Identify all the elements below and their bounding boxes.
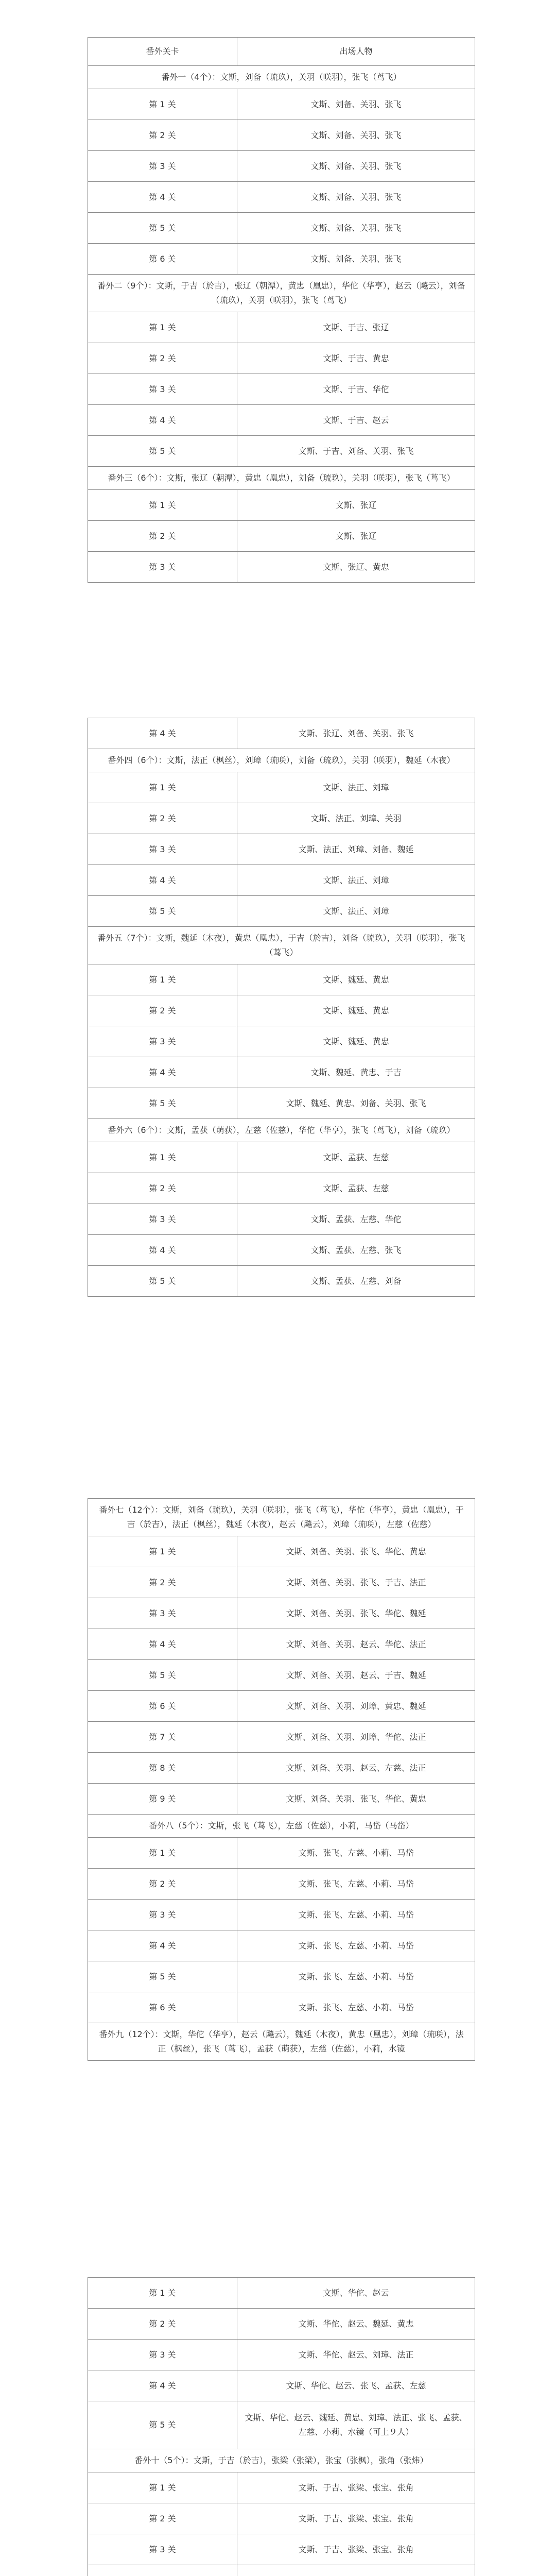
stage-cell: 第 5 关 — [88, 1961, 237, 1992]
table-row — [88, 772, 475, 803]
stage-cell: 第 4 关 — [88, 405, 237, 436]
characters-cell: 文斯、于吉、刘备、关羽、张飞 — [237, 436, 475, 467]
stage-cell: 第 1 关 — [88, 2472, 237, 2503]
characters-cell: 文斯、孟获、左慈、刘备 — [237, 1266, 475, 1297]
characters-cell: 文斯、刘备、关羽、赵云、左慈、法正 — [237, 1753, 475, 1784]
characters-cell: 文斯、华佗、赵云 — [237, 2278, 475, 2309]
table-header-row — [88, 38, 475, 66]
characters-cell: 文斯、刘备、关羽、张飞、于吉、法正 — [237, 1567, 475, 1598]
group-row — [88, 2449, 475, 2472]
table-row — [88, 1629, 475, 1660]
table-row — [88, 1142, 475, 1173]
table-row — [88, 995, 475, 1026]
characters-cell: 文斯、张辽 — [237, 521, 475, 552]
stage-table-1 — [88, 37, 475, 583]
table-row — [88, 2340, 475, 2370]
characters-cell: 文斯、刘备、关羽、张飞、华佗、黄忠 — [237, 1536, 475, 1567]
table-row — [88, 1869, 475, 1900]
characters-cell: 文斯、于吉、张梁、张宝、张角 — [237, 2503, 475, 2534]
table-row — [88, 1235, 475, 1266]
group-description: 番外九（12个）：文斯，华佗（华亨），赵云（飚云），魏延（木夜），黄忠（凰忠），刘璋（琉咲），法正（枫丝），张飞（茑飞），孟获（萌获），左慈（佐慈），小莉，水镜 — [88, 2023, 475, 2061]
stage-cell: 第 1 关 — [88, 2278, 237, 2309]
stage-cell: 第 8 关 — [88, 1753, 237, 1784]
table-row — [88, 1204, 475, 1235]
stage-cell — [88, 2565, 237, 2576]
group-description: 番外八（5个）：文斯，张飞（茑飞），左慈（佐慈），小莉，马岱（马岱） — [88, 1815, 475, 1838]
characters-cell: 文斯、张辽、刘备、关羽、张飞 — [237, 718, 475, 749]
group-description: 番外四（6个）：文斯，法正（枫丝），刘璋（琉咲），刘备（琉玖），关羽（咲羽），魏延（木夜） — [88, 749, 475, 772]
characters-cell: 文斯、魏延、黄忠、刘备、关羽、张飞 — [237, 1088, 475, 1119]
characters-cell: 文斯、张辽 — [237, 490, 475, 521]
table-row — [88, 1961, 475, 1992]
group-row — [88, 275, 475, 312]
characters-cell: 文斯、孟获、左慈、华佗 — [237, 1204, 475, 1235]
stage-cell: 第 3 关 — [88, 1900, 237, 1930]
group-row — [88, 1119, 475, 1142]
group-row — [88, 2023, 475, 2061]
table-row — [88, 1660, 475, 1691]
stage-cell: 第 1 关 — [88, 964, 237, 995]
header-stage: 番外关卡 — [88, 38, 237, 66]
table-row — [88, 1536, 475, 1567]
table-row — [88, 182, 475, 213]
characters-cell: 文斯、张飞、左慈、小莉、马岱 — [237, 1961, 475, 1992]
group-description: 番外五（7个）：文斯，魏延（木夜），黄忠（凰忠），于吉（於吉），刘备（琉玖），关羽（咲羽），张飞（茑飞） — [88, 927, 475, 964]
table-row — [88, 718, 475, 749]
stage-cell: 第 6 关 — [88, 244, 237, 275]
group-row — [88, 1499, 475, 1536]
table-row — [88, 1900, 475, 1930]
table-row — [88, 834, 475, 865]
characters-cell: 文斯、刘备、关羽、刘璋、华佗、法正 — [237, 1722, 475, 1753]
table-row — [88, 803, 475, 834]
table-body — [88, 718, 475, 1297]
table-row — [88, 1026, 475, 1057]
stage-cell: 第 2 关 — [88, 1869, 237, 1900]
table-row — [88, 1266, 475, 1297]
table-row — [88, 1838, 475, 1869]
stage-cell: 第 4 关 — [88, 1930, 237, 1961]
table-row — [88, 1753, 475, 1784]
table-row — [88, 1992, 475, 2023]
stage-cell: 第 2 关 — [88, 1567, 237, 1598]
stage-cell: 第 1 关 — [88, 1838, 237, 1869]
table-row — [88, 2472, 475, 2503]
table-body — [88, 2278, 475, 2576]
characters-cell: 文斯、魏延、黄忠 — [237, 1026, 475, 1057]
table-row — [88, 120, 475, 151]
table-row — [88, 89, 475, 120]
stage-table-3 — [88, 1498, 475, 2061]
stage-cell: 第 4 关 — [88, 1629, 237, 1660]
table-row — [88, 865, 475, 896]
characters-cell: 文斯、法正、刘璋、关羽 — [237, 803, 475, 834]
characters-cell: 文斯、华佗、赵云、魏延、黄忠 — [237, 2309, 475, 2340]
characters-cell: 文斯、华佗、赵云、刘璋、法正 — [237, 2340, 475, 2370]
stage-cell: 第 3 关 — [88, 1598, 237, 1629]
stage-cell: 第 2 关 — [88, 120, 237, 151]
group-row — [88, 66, 475, 89]
characters-cell: 文斯、孟获、左慈、张飞 — [237, 1235, 475, 1266]
characters-cell: 文斯、魏延、黄忠 — [237, 964, 475, 995]
stage-cell: 第 5 关 — [88, 436, 237, 467]
characters-cell: 文斯、张飞、左慈、小莉、马岱 — [237, 1900, 475, 1930]
characters-cell: 文斯、于吉、华佗 — [237, 374, 475, 405]
characters-cell — [237, 2565, 475, 2576]
group-description: 番外七（12个）：文斯，刘备（琉玖），关羽（咲羽），张飞（茑飞），华佗（华亨），黄忠（凰忠），于吉（於吉），法正（枫丝），魏延（木夜），赵云（飚云），刘璋（琉咲），左慈（佐慈） — [88, 1499, 475, 1536]
table-row — [88, 1598, 475, 1629]
stage-cell: 第 5 关 — [88, 1660, 237, 1691]
header-characters: 出场人物 — [237, 38, 475, 66]
characters-cell: 文斯、刘备、关羽、赵云、华佗、法正 — [237, 1629, 475, 1660]
table-row — [88, 436, 475, 467]
stage-cell: 第 4 关 — [88, 182, 237, 213]
characters-cell: 文斯、法正、刘璋 — [237, 865, 475, 896]
stage-cell: 第 5 关 — [88, 896, 237, 927]
table-body — [88, 1499, 475, 2061]
group-description: 番外三（6个）：文斯，张辽（朝潭），黄忠（凰忠），刘备（琉玖），关羽（咲羽），张飞（茑飞） — [88, 467, 475, 490]
stage-cell: 第 4 关 — [88, 1235, 237, 1266]
table-row — [88, 1722, 475, 1753]
characters-cell: 文斯、法正、刘璋 — [237, 896, 475, 927]
characters-cell: 文斯、刘备、关羽、张飞 — [237, 244, 475, 275]
characters-cell: 文斯、法正、刘璋 — [237, 772, 475, 803]
stage-cell: 第 3 关 — [88, 1204, 237, 1235]
stage-cell: 第 2 关 — [88, 2503, 237, 2534]
group-row — [88, 467, 475, 490]
group-description: 番外一（4个）：文斯，刘备（琉玖），关羽（咲羽），张飞（茑飞） — [88, 66, 475, 89]
stage-cell: 第 7 关 — [88, 1722, 237, 1753]
table-row — [88, 312, 475, 343]
table-row — [88, 374, 475, 405]
characters-cell: 文斯、于吉、赵云 — [237, 405, 475, 436]
table-body — [88, 38, 475, 583]
table-row — [88, 1691, 475, 1722]
table-row — [88, 2534, 475, 2565]
stage-cell: 第 2 关 — [88, 2309, 237, 2340]
table-row — [88, 151, 475, 182]
characters-cell: 文斯、魏延、黄忠、于吉 — [237, 1057, 475, 1088]
group-description: 番外十（5个）：文斯，于吉（於吉），张梁（张梁），张宝（张枫），张角（张炜） — [88, 2449, 475, 2472]
characters-cell: 文斯、于吉、张辽 — [237, 312, 475, 343]
stage-cell: 第 6 关 — [88, 1691, 237, 1722]
characters-cell: 文斯、孟获、左慈 — [237, 1142, 475, 1173]
table-row — [88, 1088, 475, 1119]
table-row — [88, 1930, 475, 1961]
stage-cell: 第 2 关 — [88, 995, 237, 1026]
stage-cell: 第 4 关 — [88, 1057, 237, 1088]
stage-cell: 第 3 关 — [88, 2534, 237, 2565]
characters-cell: 文斯、刘备、关羽、刘璋、黄忠、魏延 — [237, 1691, 475, 1722]
stage-cell: 第 4 关 — [88, 865, 237, 896]
characters-cell: 文斯、刘备、关羽、赵云、于吉、魏延 — [237, 1660, 475, 1691]
characters-cell: 文斯、于吉、张梁、张宝、张角 — [237, 2472, 475, 2503]
stage-cell: 第 2 关 — [88, 803, 237, 834]
stage-cell: 第 1 关 — [88, 312, 237, 343]
table-row — [88, 896, 475, 927]
characters-cell: 文斯、法正、刘璋、刘备、魏延 — [237, 834, 475, 865]
table-row — [88, 1784, 475, 1815]
characters-cell: 文斯、华佗、赵云、张飞、孟获、左慈 — [237, 2370, 475, 2401]
stage-cell: 第 5 关 — [88, 1088, 237, 1119]
characters-cell: 文斯、刘备、关羽、张飞 — [237, 120, 475, 151]
stage-cell: 第 9 关 — [88, 1784, 237, 1815]
table-row — [88, 405, 475, 436]
stage-cell: 第 1 关 — [88, 1142, 237, 1173]
stage-table-4 — [88, 2277, 475, 2576]
characters-cell: 文斯、孟获、左慈 — [237, 1173, 475, 1204]
stage-cell: 第 1 关 — [88, 89, 237, 120]
stage-cell: 第 4 关 — [88, 2370, 237, 2401]
stage-cell: 第 2 关 — [88, 1173, 237, 1204]
characters-cell: 文斯、张飞、左慈、小莉、马岱 — [237, 1930, 475, 1961]
group-description: 番外六（6个）：文斯，孟获（萌获），左慈（佐慈），华佗（华亨），张飞（茑飞），刘备（琉玖） — [88, 1119, 475, 1142]
stage-cell: 第 3 关 — [88, 374, 237, 405]
table-row — [88, 1567, 475, 1598]
characters-cell: 文斯、张辽、黄忠 — [237, 552, 475, 583]
characters-cell: 文斯、于吉、黄忠 — [237, 343, 475, 374]
table-row — [88, 2278, 475, 2309]
table-row — [88, 2309, 475, 2340]
group-row — [88, 927, 475, 964]
stage-cell: 第 6 关 — [88, 1992, 237, 2023]
stage-table-2 — [88, 718, 475, 1297]
characters-cell: 文斯、刘备、关羽、张飞 — [237, 213, 475, 244]
characters-cell: 文斯、张飞、左慈、小莉、马岱 — [237, 1992, 475, 2023]
table-row — [88, 343, 475, 374]
group-row — [88, 749, 475, 772]
characters-cell: 文斯、张飞、左慈、小莉、马岱 — [237, 1869, 475, 1900]
characters-cell: 文斯、刘备、关羽、张飞 — [237, 182, 475, 213]
stage-cell: 第 3 关 — [88, 2340, 237, 2370]
characters-cell: 文斯、于吉、张梁、张宝、张角 — [237, 2534, 475, 2565]
stage-cell: 第 2 关 — [88, 521, 237, 552]
table-row — [88, 2503, 475, 2534]
table-row — [88, 1057, 475, 1088]
stage-cell: 第 5 关 — [88, 1266, 237, 1297]
table-row — [88, 244, 475, 275]
stage-cell: 第 1 关 — [88, 772, 237, 803]
table-row — [88, 552, 475, 583]
stage-cell: 第 1 关 — [88, 490, 237, 521]
table-row — [88, 1173, 475, 1204]
stage-cell: 第 5 关 — [88, 2401, 237, 2449]
table-row — [88, 490, 475, 521]
table-row — [88, 2370, 475, 2401]
table-row — [88, 213, 475, 244]
stage-cell: 第 4 关 — [88, 718, 237, 749]
stage-cell: 第 3 关 — [88, 1026, 237, 1057]
stage-cell: 第 2 关 — [88, 343, 237, 374]
table-row — [88, 521, 475, 552]
characters-cell: 文斯、刘备、关羽、张飞 — [237, 151, 475, 182]
table-row — [88, 2401, 475, 2449]
table-row — [88, 2565, 475, 2576]
stage-cell: 第 1 关 — [88, 1536, 237, 1567]
stage-cell: 第 3 关 — [88, 151, 237, 182]
characters-cell: 文斯、华佗、赵云、魏延、黄忠、刘璋、法正、张飞、孟获、左慈、小莉、水镜（可上９人） — [237, 2401, 475, 2449]
stage-cell: 第 3 关 — [88, 834, 237, 865]
characters-cell: 文斯、张飞、左慈、小莉、马岱 — [237, 1838, 475, 1869]
characters-cell: 文斯、刘备、关羽、张飞、华佗、黄忠 — [237, 1784, 475, 1815]
characters-cell: 文斯、刘备、关羽、张飞、华佗、魏延 — [237, 1598, 475, 1629]
table-row — [88, 964, 475, 995]
group-description: 番外二（9个）：文斯，于吉（於吉），张辽（朝潭），黄忠（凰忠），华佗（华亨），赵云（飚云），刘备（琉玖），关羽（咲羽），张飞（茑飞） — [88, 275, 475, 312]
group-row — [88, 1815, 475, 1838]
characters-cell: 文斯、魏延、黄忠 — [237, 995, 475, 1026]
characters-cell: 文斯、刘备、关羽、张飞 — [237, 89, 475, 120]
stage-cell: 第 3 关 — [88, 552, 237, 583]
stage-cell: 第 5 关 — [88, 213, 237, 244]
